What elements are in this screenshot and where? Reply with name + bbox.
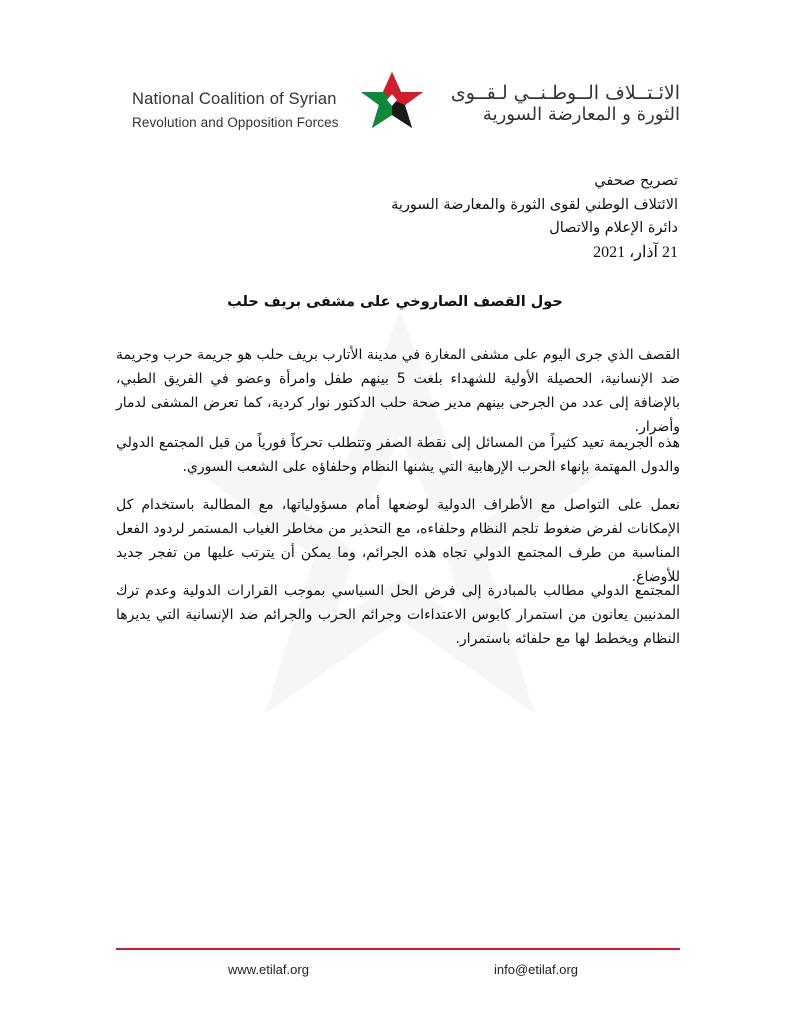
document-title: حول القصف الصاروخي على مشفى بريف حلب — [227, 294, 563, 310]
doc-type: تصريح صحفي — [594, 173, 678, 189]
org-name-en-line2: Revolution and Opposition Forces — [132, 115, 339, 130]
org-name-ar-line2: الثورة و المعارضة السورية — [482, 104, 680, 125]
coalition-star-logo-icon — [351, 70, 433, 132]
body-paragraph-4: المجتمع الدولي مطالب بالمبادرة إلى فرض الحل السياسي بموجب القرارات الدولية وعدم ترك المدنيين يعانون من استمرار كابوس الاعتداءات وجرائم الحرب والجرائم ضد الإنسانية التي يديرها النظام ويخطط لها مع حلفائه باستمرار. — [116, 583, 680, 647]
org-name-ar-line1: الائـتــلاف الــوطـنــي لـقــوى — [450, 82, 680, 104]
body-paragraph-3: نعمل على التواصل مع الأطراف الدولية لوضعها أمام مسؤولياتها، مع المطالبة باستخدام كل الإمكانات لفرض ضغوط تلجم النظام وحلفاءه، مع التحذير من مخاطر الغياب المستمر لردود الفعل المناسبة من طرف المجتمع الدولي تجاه هذه الجرائم، وما يمكن أن يترتب عليها من تفجر جديد للأوضاع. — [116, 497, 680, 585]
org-name-arabic — [440, 82, 680, 125]
issuing-department: دائرة الإعلام والاتصال — [549, 220, 678, 236]
footer-divider — [116, 948, 680, 950]
footer-email-link[interactable]: info@etilaf.org — [494, 962, 579, 977]
org-name-en-line1: National Coalition of Syrian — [132, 90, 337, 108]
footer-website-link[interactable]: www.etilaf.org — [228, 962, 309, 977]
issuing-organization: الائتلاف الوطني لقوى الثورة والمعارضة السورية — [391, 196, 678, 213]
release-date: 21 آذار، 2021 — [593, 243, 678, 261]
org-name-english — [132, 90, 339, 130]
body-paragraph-1: القصف الذي جرى اليوم على مشفى المغارة في مدينة الأتارب بريف حلب هو جريمة حرب وجريمة ضد الإنسانية، الحصيلة الأولية للشهداء بلغت 5 بينهم طفل وامرأة وعضو في الفريق الطبي، بالإضافة إلى عدد من الجرحى بينهم مدير صحة حلب الدكتور نوار كردية، كما تعرض المشفى لدمار وأضرار. — [115, 347, 680, 435]
body-paragraph-2: هذه الجريمة تعيد كثيراً من المسائل إلى نقطة الصفر وتتطلب تحركاً فورياً من قبل المجتمع الدولي والدول المهتمة بإنهاء الحرب الإرهابية التي يشنها النظام وحلفاؤه على الشعب السوري. — [116, 435, 680, 475]
press-release-meta — [391, 170, 678, 264]
